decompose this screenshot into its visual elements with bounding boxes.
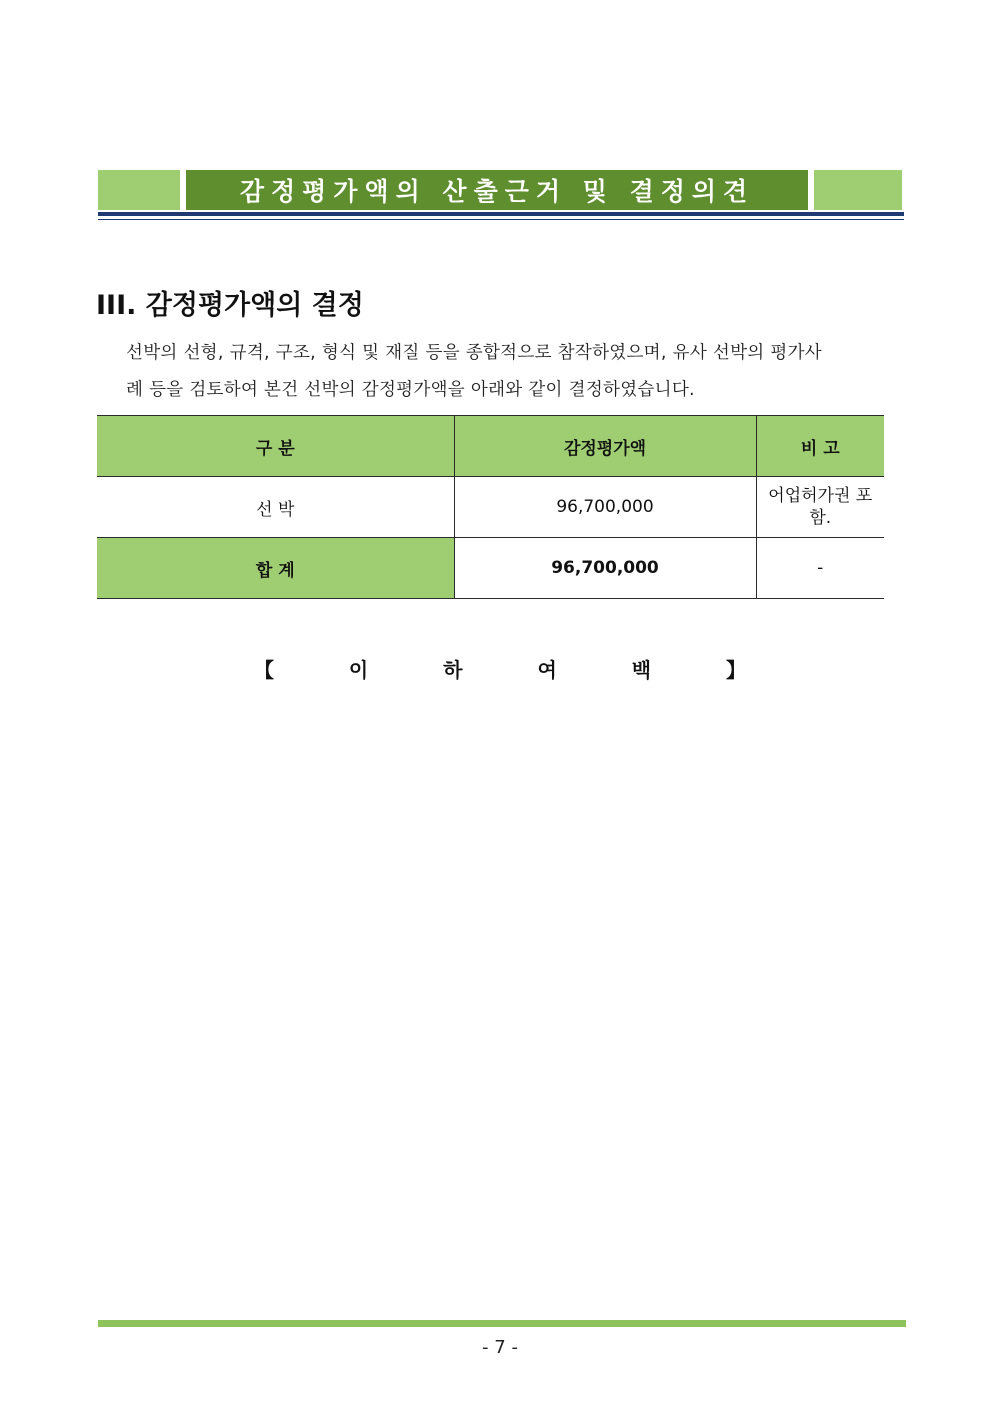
row-amount: 96,700,000 xyxy=(454,477,756,538)
header-remark: 비 고 xyxy=(756,416,884,477)
banner-right-block xyxy=(814,170,902,210)
row-category: 선 박 xyxy=(97,477,454,538)
header-category: 구 분 xyxy=(97,416,454,477)
appraisal-table xyxy=(97,415,884,599)
title-banner xyxy=(98,170,902,212)
table-total-row xyxy=(97,538,884,599)
banner-rule-thin xyxy=(98,219,904,220)
banner-title: 감정평가액의 산출근거 및 결정의견 xyxy=(186,170,808,210)
header-amount: 감정평가액 xyxy=(454,416,756,477)
table-row xyxy=(97,477,884,538)
total-amount: 96,700,000 xyxy=(454,538,756,599)
page-number: - 7 - xyxy=(482,1337,518,1358)
footer-bar xyxy=(98,1320,906,1327)
paragraph-line-1: 선박의 선형, 규격, 구조, 형식 및 재질 등을 종합적으로 참작하였으며, 유사 선박의 평가사 xyxy=(126,343,822,363)
table-header-row xyxy=(97,416,884,477)
section-heading: III. 감정평가액의 결정 xyxy=(96,290,364,321)
paragraph-line-2: 례 등을 검토하여 본건 선박의 감정평가액을 아래와 같이 결정하였습니다. xyxy=(126,380,695,400)
banner-left-block xyxy=(98,170,180,210)
row-remark: 어업허가권 포함. xyxy=(756,477,884,538)
banner-rule-thick xyxy=(98,212,904,216)
end-of-content-mark: 【 이 하 여 백 】 xyxy=(253,658,781,682)
section-paragraph xyxy=(126,335,902,409)
total-label: 합 계 xyxy=(97,538,454,599)
total-remark: - xyxy=(756,538,884,599)
